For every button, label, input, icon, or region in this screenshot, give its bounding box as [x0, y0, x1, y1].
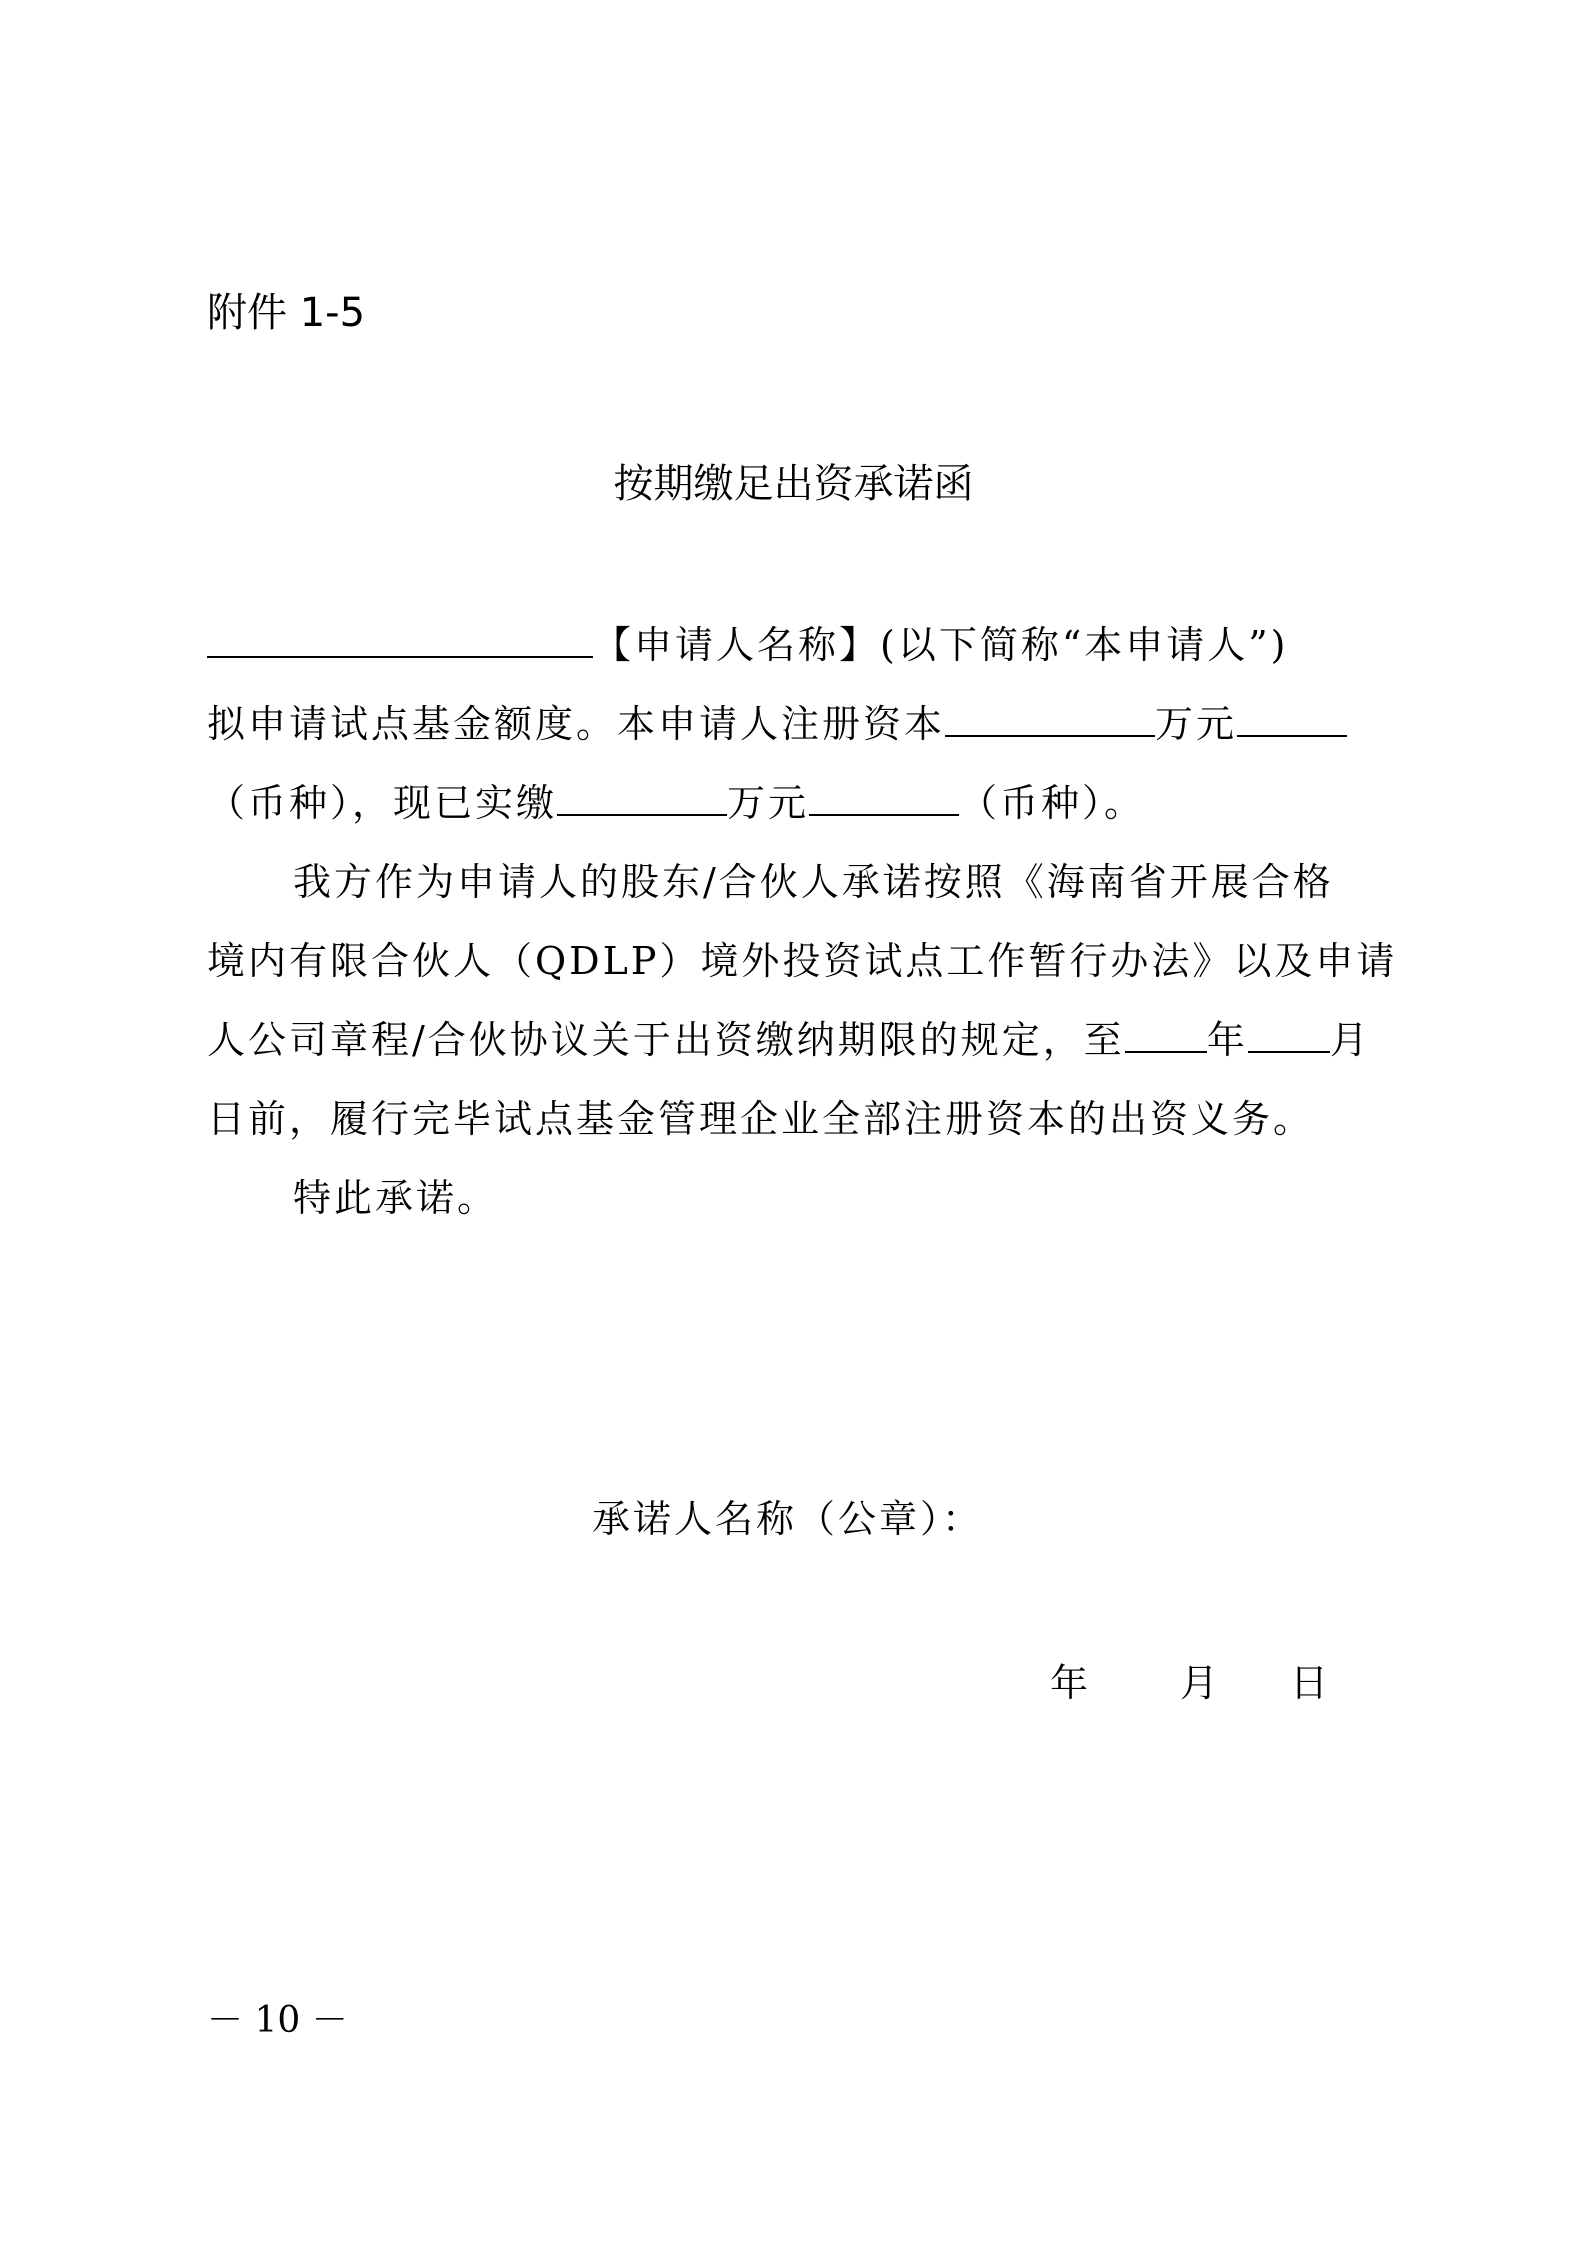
registered-capital-text: 拟申请试点基金额度。本申请人注册资本: [207, 702, 946, 746]
deadline-year-label: 年: [1206, 1018, 1248, 1062]
deadline-month-blank[interactable]: [1248, 1013, 1330, 1053]
paragraph-3: 特此承诺。: [293, 1176, 499, 1220]
paid-in-currency-text: （币种）。: [959, 781, 1146, 825]
paragraph-2-line-2: 境内有限合伙人（QDLP）境外投资试点工作暂行办法》以及申请: [207, 939, 1398, 983]
date-month: 月: [1180, 1661, 1219, 1705]
paragraph-1-line-1: [207, 618, 1289, 672]
paragraph-1-line-2: [207, 697, 1347, 751]
page-number: － 10 －: [207, 2000, 348, 2041]
paid-in-capital-blank[interactable]: [557, 776, 727, 816]
paid-in-currency-blank[interactable]: [809, 776, 959, 816]
applicant-name-blank[interactable]: [207, 618, 593, 658]
page-title: 按期缴足出资承诺函: [613, 461, 974, 507]
paid-in-unit: 万元: [727, 781, 810, 825]
annex-label: 附件 1-5: [207, 290, 366, 336]
paid-in-text: （币种），现已实缴: [207, 781, 558, 825]
registered-capital-unit: 万元: [1155, 702, 1238, 746]
deadline-text: 人公司章程/合伙协议关于出资缴纳期限的规定，至: [207, 1018, 1125, 1062]
deadline-year-blank[interactable]: [1125, 1013, 1207, 1053]
paragraph-2-line-4: 日前，履行完毕试点基金管理企业全部注册资本的出资义务。: [207, 1097, 1315, 1141]
signer-name-label: 承诺人名称（公章）：: [592, 1497, 984, 1541]
registered-currency-blank[interactable]: [1237, 697, 1347, 737]
date-year: 年: [1050, 1661, 1089, 1705]
registered-capital-blank[interactable]: [945, 697, 1155, 737]
paragraph-2-line-1: 我方作为申请人的股东/合伙人承诺按照《海南省开展合格: [293, 860, 1334, 904]
paragraph-2-line-3: [207, 1013, 1371, 1067]
applicant-name-text: 【申请人名称】(以下简称“本申请人”): [593, 623, 1289, 667]
date-day: 日: [1290, 1661, 1329, 1705]
deadline-month-label: 月: [1329, 1018, 1371, 1062]
paragraph-1-line-3: [207, 776, 1145, 830]
